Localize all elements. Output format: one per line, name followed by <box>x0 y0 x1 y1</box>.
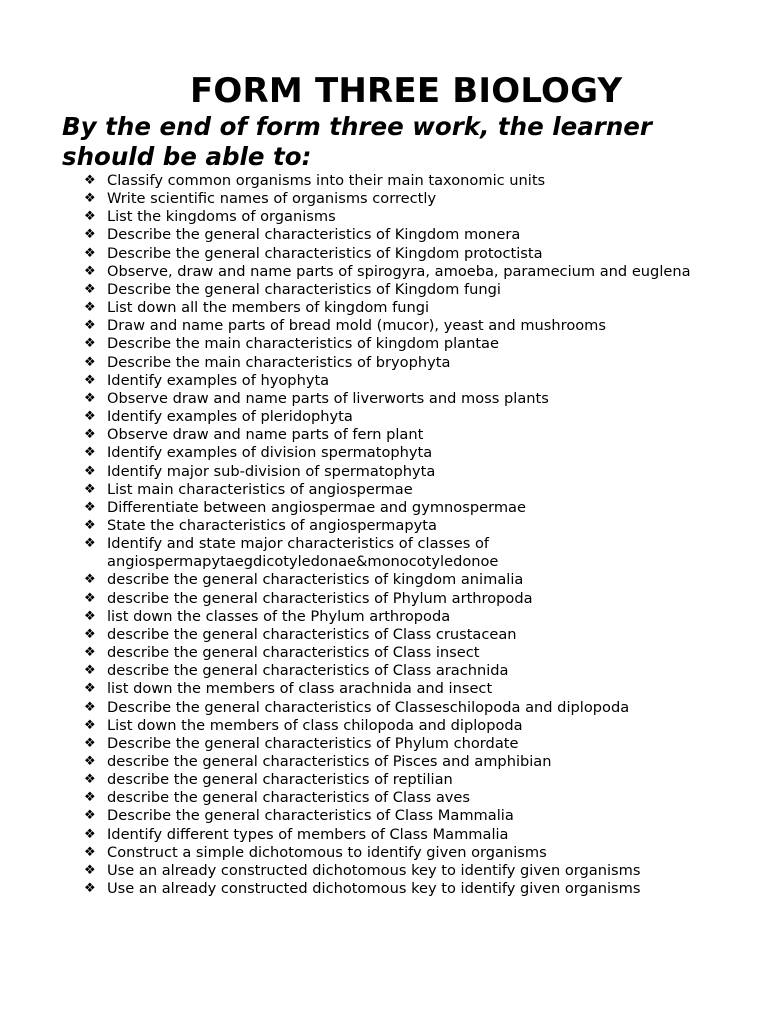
objective-text: Use an already constructed dichotomous key to identify given organisms <box>107 861 641 879</box>
objective-item <box>84 208 754 226</box>
objective-text: List the kingdoms of organisms <box>107 208 336 226</box>
diamond-bullet-icon: ❖ <box>84 608 96 624</box>
objective-text: describe the general characteristics of Pisces and amphibian <box>107 753 552 770</box>
objective-text: List main characteristics of angiospermae <box>107 480 413 498</box>
objective-item <box>84 717 754 735</box>
objective-text: describe the general characteristics of Class arachnida <box>107 662 509 680</box>
objective-item <box>84 626 754 644</box>
objective-item <box>84 644 754 662</box>
objective-text: describe the general characteristics of kingdom animalia <box>107 571 524 589</box>
diamond-bullet-icon: ❖ <box>84 499 96 515</box>
objective-item <box>84 880 754 898</box>
diamond-bullet-icon: ❖ <box>84 336 96 352</box>
diamond-bullet-icon: ❖ <box>84 536 96 552</box>
objective-item <box>84 263 754 281</box>
objective-item <box>84 517 754 535</box>
diamond-bullet-icon: ❖ <box>84 572 96 588</box>
diamond-bullet-icon: ❖ <box>84 626 96 642</box>
diamond-bullet-icon: ❖ <box>84 481 96 497</box>
objective-text: Describe the general characteristics of Kingdom protoctista <box>107 244 543 262</box>
diamond-bullet-icon: ❖ <box>84 590 96 606</box>
objective-item <box>84 245 754 263</box>
objective-text: list down the classes of the Phylum arthropoda <box>107 607 451 625</box>
objective-item <box>84 699 754 717</box>
objective-text: Identify examples of division spermatophyta <box>107 444 433 462</box>
objective-text: describe the general characteristics of reptilian <box>107 771 453 789</box>
objective-text: Differentiate between angiospermae and gymnospermae <box>107 498 526 516</box>
objective-item <box>84 608 754 626</box>
diamond-bullet-icon: ❖ <box>84 881 96 897</box>
diamond-bullet-icon: ❖ <box>84 826 96 842</box>
diamond-bullet-icon: ❖ <box>84 844 96 860</box>
objective-item <box>84 226 754 244</box>
objective-text: Identify different types of members of Class Mammalia <box>107 825 509 843</box>
diamond-bullet-icon: ❖ <box>84 409 96 425</box>
objective-item <box>84 463 754 481</box>
objective-text: describe the general characteristics of Class aves <box>107 789 470 807</box>
objective-item <box>84 844 754 862</box>
objective-item <box>84 408 754 426</box>
objective-item <box>84 680 754 698</box>
objective-text: Describe the general characteristics of Kingdom fungi <box>107 280 501 298</box>
objective-text: Observe, draw and name parts of spirogyra, amoeba, paramecium and euglena <box>107 262 691 280</box>
objective-item <box>84 317 754 335</box>
objective-item <box>84 753 754 771</box>
objective-text: describe the general characteristics of Class crustacean <box>107 625 517 643</box>
objective-text: Identify major sub-division of spermatophyta <box>107 462 436 480</box>
objective-item <box>84 662 754 680</box>
objective-item <box>84 172 754 190</box>
objective-item <box>84 299 754 317</box>
objective-item <box>84 354 754 372</box>
objective-item <box>84 590 754 608</box>
objective-text: Identify examples of pleridophyta <box>107 408 353 426</box>
objective-text: describe the general characteristics of Class insect <box>107 644 480 662</box>
objective-text: Observe draw and name parts of fern plant <box>107 426 424 444</box>
diamond-bullet-icon: ❖ <box>84 300 96 316</box>
objective-text: Identify and state major characteristics of classes of angiospermapytaegdicotyledonae&monocotyledonoe <box>107 535 499 571</box>
diamond-bullet-icon: ❖ <box>84 790 96 806</box>
diamond-bullet-icon: ❖ <box>84 245 96 261</box>
diamond-bullet-icon: ❖ <box>84 318 96 334</box>
objective-text: List down the members of class chilopoda and diplopoda <box>107 716 523 734</box>
diamond-bullet-icon: ❖ <box>84 754 96 769</box>
diamond-bullet-icon: ❖ <box>84 173 96 188</box>
diamond-bullet-icon: ❖ <box>84 808 96 824</box>
objective-item <box>84 426 754 444</box>
objective-text: Describe the general characteristics of Classeschilopoda and diplopoda <box>107 698 630 716</box>
diamond-bullet-icon: ❖ <box>84 372 96 388</box>
diamond-bullet-icon: ❖ <box>84 681 96 697</box>
diamond-bullet-icon: ❖ <box>84 445 96 461</box>
objective-item <box>84 481 754 499</box>
objective-text: Identify examples of hyophyta <box>107 371 330 389</box>
diamond-bullet-icon: ❖ <box>84 699 96 715</box>
objective-text: List down all the members of kingdom fungi <box>107 299 430 317</box>
objective-text: Describe the general characteristics of Kingdom monera <box>107 226 521 244</box>
diamond-bullet-icon: ❖ <box>84 645 96 661</box>
objective-text: Classify common organisms into their main taxonomic units <box>107 172 546 189</box>
diamond-bullet-icon: ❖ <box>84 427 96 443</box>
objective-item <box>84 281 754 299</box>
diamond-bullet-icon: ❖ <box>84 663 96 679</box>
objective-item <box>84 444 754 462</box>
objective-text: Describe the main characteristics of kingdom plantae <box>107 335 499 353</box>
objective-item <box>84 771 754 789</box>
diamond-bullet-icon: ❖ <box>84 209 96 225</box>
objective-text: Use an already constructed dichotomous key to identify given organisms <box>107 880 641 898</box>
objective-item <box>84 826 754 844</box>
objective-text: Describe the general characteristics of Phylum chordate <box>107 734 519 752</box>
objective-item <box>84 571 754 589</box>
objective-item <box>84 335 754 353</box>
objective-text: describe the general characteristics of Phylum arthropoda <box>107 589 533 607</box>
objective-text: State the characteristics of angiospermapyta <box>107 516 437 534</box>
objective-item <box>84 390 754 408</box>
objective-text: Write scientific names of organisms correctly <box>107 190 437 208</box>
objective-item <box>84 789 754 807</box>
objective-item <box>84 535 754 571</box>
objective-text: Describe the main characteristics of bryophyta <box>107 353 451 371</box>
objective-item <box>84 372 754 390</box>
diamond-bullet-icon: ❖ <box>84 735 96 751</box>
diamond-bullet-icon: ❖ <box>84 717 96 733</box>
objective-item <box>84 807 754 825</box>
diamond-bullet-icon: ❖ <box>84 517 96 533</box>
page-subtitle: By the end of form three work, the learner should be able to: <box>62 112 652 171</box>
objective-text: Observe draw and name parts of liverworts and moss plants <box>107 389 549 407</box>
objective-item <box>84 862 754 880</box>
diamond-bullet-icon: ❖ <box>84 227 96 243</box>
objective-text: list down the members of class arachnida and insect <box>107 680 493 698</box>
objective-item <box>84 190 754 208</box>
diamond-bullet-icon: ❖ <box>84 772 96 788</box>
diamond-bullet-icon: ❖ <box>84 191 96 207</box>
objective-item <box>84 735 754 753</box>
page-title: FORM THREE BIOLOGY <box>190 71 623 111</box>
diamond-bullet-icon: ❖ <box>84 263 96 279</box>
objectives-list <box>84 172 754 898</box>
objective-text: Describe the general characteristics of Class Mammalia <box>107 807 514 825</box>
diamond-bullet-icon: ❖ <box>84 281 96 297</box>
diamond-bullet-icon: ❖ <box>84 463 96 479</box>
objective-text: Construct a simple dichotomous to identify given organisms <box>107 843 547 861</box>
diamond-bullet-icon: ❖ <box>84 354 96 370</box>
objective-text: Draw and name parts of bread mold (mucor), yeast and mushrooms <box>107 317 606 335</box>
diamond-bullet-icon: ❖ <box>84 390 96 406</box>
diamond-bullet-icon: ❖ <box>84 862 96 878</box>
objective-item <box>84 499 754 517</box>
